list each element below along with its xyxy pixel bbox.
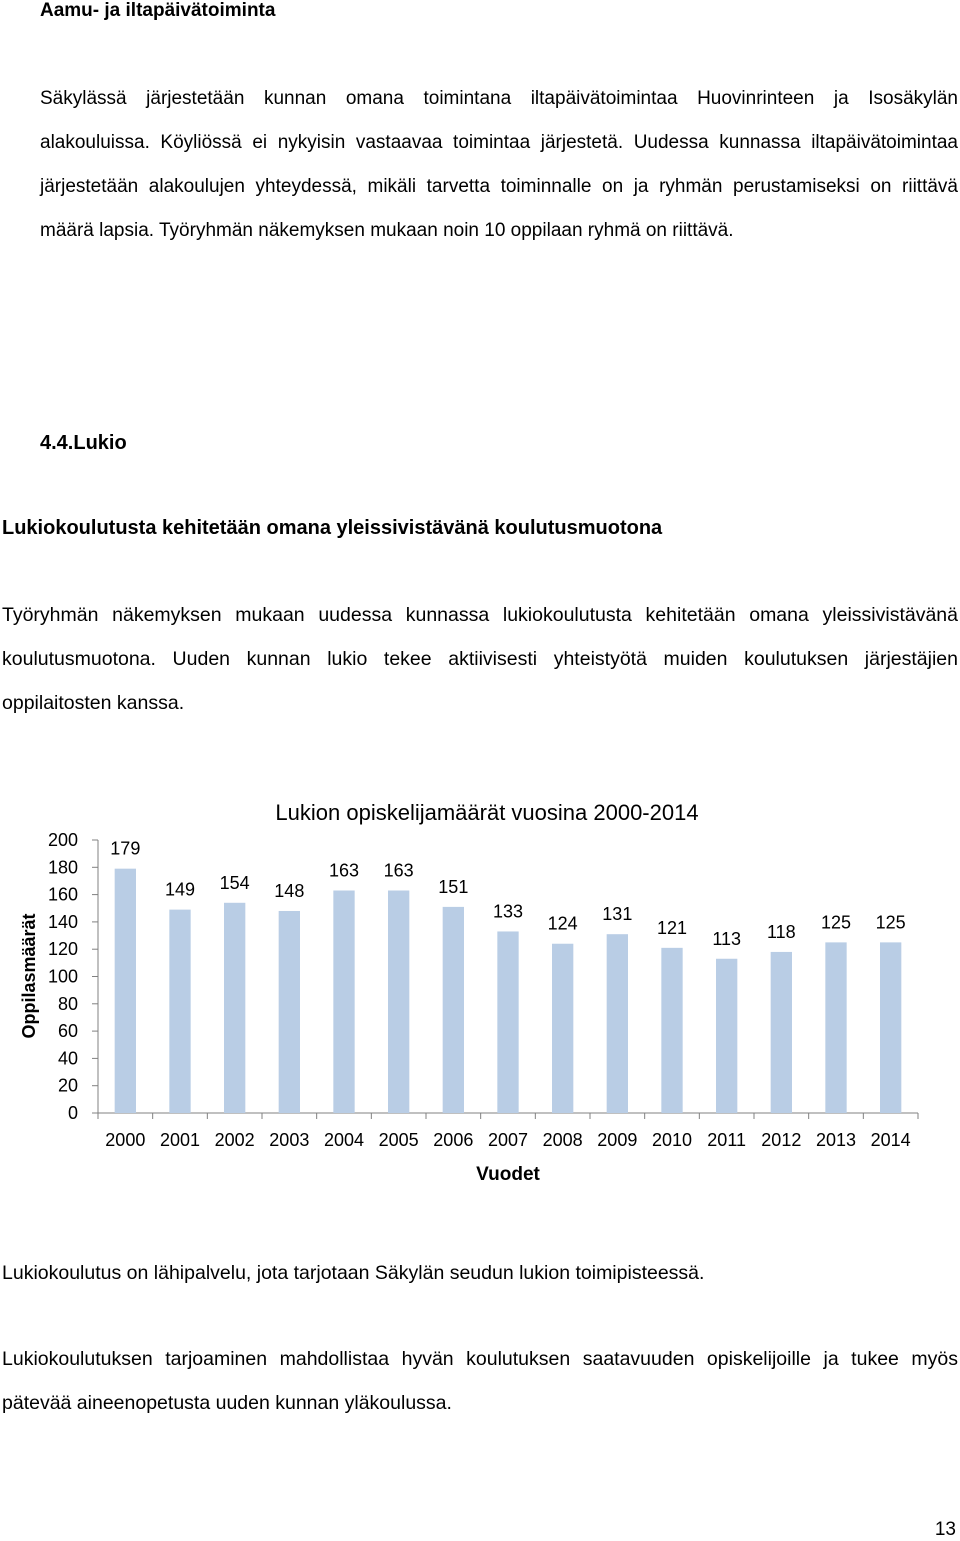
x-tick-label: 2007 <box>487 1130 529 1150</box>
y-tick-label: 200 <box>47 830 78 850</box>
y-tick-label: 100 <box>47 966 78 987</box>
data-label: 163 <box>328 860 360 881</box>
paragraph-lahipalvelu: Lukiokoulutus on lähipalvelu, jota tarjotaan Säkylän seudun lukion toimipisteessä. <box>2 1262 705 1284</box>
y-tick-label: 20 <box>57 1075 78 1096</box>
y-axis-label: Oppilasmäärät <box>19 913 39 1039</box>
y-tick-label: 180 <box>47 857 78 878</box>
bar <box>552 944 573 1113</box>
x-tick-label: 2006 <box>433 1130 474 1150</box>
x-tick-label: 2009 <box>597 1130 638 1150</box>
x-tick-label: 2005 <box>378 1130 419 1150</box>
x-tick-label: 2004 <box>323 1130 365 1150</box>
data-label: 121 <box>656 917 688 938</box>
y-tick-label: 0 <box>67 1103 78 1123</box>
data-label: 179 <box>110 838 141 859</box>
x-tick-label: 2010 <box>651 1130 693 1150</box>
x-tick-label: 2003 <box>269 1130 310 1150</box>
x-tick-label: 2014 <box>870 1130 911 1150</box>
bar <box>115 869 136 1113</box>
y-tick-label: 80 <box>57 993 78 1014</box>
section-number: 4.4. <box>40 432 74 454</box>
data-label: 113 <box>712 928 742 949</box>
y-tick-label: 160 <box>47 884 78 905</box>
bar <box>224 903 245 1113</box>
data-label: 124 <box>547 913 578 934</box>
subheading-lukiokoulutus: Lukiokoulutusta kehitetään omana yleissivistävänä koulutusmuotona <box>2 517 663 539</box>
paragraph-iltapaivatoiminta: Säkylässä järjestetään kunnan omana toimintana iltapäivätoimintaa Huovinrinteen ja Isosäkylän alakouluissa. Köyliössä ei nykyisin vastaavaa toimintaa järjestetä. Uudessa kunnassa iltapäivätoimintaa järjestetään alakoulujen yhteydessä, mikäli tarvetta toiminnalle on ja ryhmän perustamiseksi on riittävä määrä lapsia. Työryhmän näkemyksen mukaan noin 10 oppilaan ryhmä on riittävä. <box>40 88 958 241</box>
x-tick-label: 2000 <box>105 1130 146 1150</box>
bar <box>607 934 628 1113</box>
bar <box>443 907 464 1113</box>
bar <box>497 931 518 1113</box>
bar <box>388 891 409 1113</box>
bar <box>716 959 737 1113</box>
data-label: 163 <box>383 860 414 881</box>
data-label: 125 <box>875 912 906 933</box>
data-label: 131 <box>602 904 633 925</box>
x-tick-label: 2008 <box>542 1130 583 1150</box>
bar <box>169 910 190 1113</box>
plot-area <box>48 830 918 1150</box>
bar <box>825 942 846 1113</box>
bar <box>880 942 901 1113</box>
x-tick-label: 2001 <box>159 1130 201 1150</box>
x-tick-label: 2012 <box>761 1130 802 1150</box>
y-tick-label: 60 <box>57 1021 78 1042</box>
bar <box>333 891 354 1113</box>
bar <box>771 952 792 1113</box>
data-label: 125 <box>820 912 852 933</box>
bar <box>279 911 300 1113</box>
x-tick-label: 2002 <box>214 1130 255 1150</box>
data-label: 148 <box>274 880 305 901</box>
x-tick-label: 2013 <box>815 1130 857 1150</box>
x-tick-label: 2011 <box>707 1130 747 1150</box>
data-label: 151 <box>438 876 469 897</box>
y-tick-label: 40 <box>57 1048 78 1069</box>
data-label: 154 <box>219 872 250 893</box>
section-heading-lukio <box>40 432 127 455</box>
page-number: 13 <box>934 1519 956 1540</box>
y-tick-label: 120 <box>47 939 78 960</box>
data-label: 118 <box>766 921 796 942</box>
paragraph-lukio: Työryhmän näkemyksen mukaan uudessa kunnassa lukiokoulutusta kehitetään omana yleissivistävänä koulutusmuotona. Uuden kunnan lukio tekee aktiivisesti yhteistyötä muiden koulutuksen järjestäjien oppilaitosten kanssa. <box>2 604 958 714</box>
data-label: 149 <box>164 879 196 900</box>
bar <box>661 948 682 1113</box>
bar-chart <box>0 780 960 1200</box>
y-tick-label: 140 <box>47 911 78 932</box>
chart-title: Lukion opiskelijamäärät vuosina 2000-2014 <box>275 800 699 825</box>
section-title: Lukio <box>73 432 127 454</box>
paragraph-tarjoaminen: Lukiokoulutuksen tarjoaminen mahdollistaa hyvän koulutuksen saatavuuden opiskelijoille ja tukee myös pätevää aineenopetusta uuden kunnan yläkoulussa. <box>2 1348 958 1414</box>
section-heading-aamu: Aamu- ja iltapäivätoiminta <box>40 0 276 21</box>
x-axis-label: Vuodet <box>476 1164 540 1185</box>
data-label: 133 <box>492 901 524 922</box>
